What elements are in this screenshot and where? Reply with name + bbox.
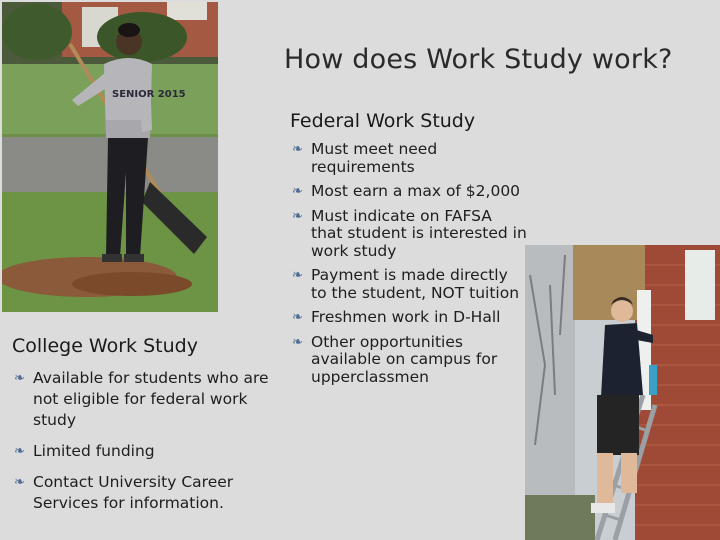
student-raking-photo xyxy=(2,2,218,312)
bullet-icon: ❧ xyxy=(292,310,303,325)
federal-work-study-heading: Federal Work Study xyxy=(290,110,476,132)
list-item: ❧ Freshmen work in D-Hall xyxy=(292,308,501,326)
slide-title: How does Work Study work? xyxy=(284,44,673,75)
shirt-print: SENIOR 2015 xyxy=(112,89,186,100)
bullet-icon: ❧ xyxy=(292,142,303,157)
list-item: ❧ Limited funding xyxy=(14,442,155,460)
student-ladder-photo xyxy=(525,245,720,540)
federal-work-study-list xyxy=(292,141,528,393)
bullet-icon: ❧ xyxy=(292,184,303,199)
list-item: ❧ Available for students who are not eligible for federal work study xyxy=(14,369,269,429)
list-item: ❧ Payment is made directly to the student, NOT tuition xyxy=(292,266,520,302)
college-work-study-heading: College Work Study xyxy=(12,335,198,357)
bullet-icon: ❧ xyxy=(14,444,25,459)
list-item: ❧ Other opportunities available on campus for upperclassmen xyxy=(292,332,498,386)
list-item: ❧ Most earn a max of $2,000 xyxy=(292,182,521,200)
college-work-study-list xyxy=(14,368,286,524)
bullet-icon: ❧ xyxy=(292,208,303,224)
bullet-icon: ❧ xyxy=(14,371,25,386)
bullet-icon: ❧ xyxy=(292,268,303,283)
list-item: ❧ Must indicate on FAFSA that student is interested in work study xyxy=(292,206,527,260)
list-item: ❧ Must meet need requirements xyxy=(292,140,438,176)
bullet-icon: ❧ xyxy=(292,334,303,350)
list-item: ❧ Contact University Career Services for information. xyxy=(14,473,234,512)
bullet-icon: ❧ xyxy=(14,475,25,490)
